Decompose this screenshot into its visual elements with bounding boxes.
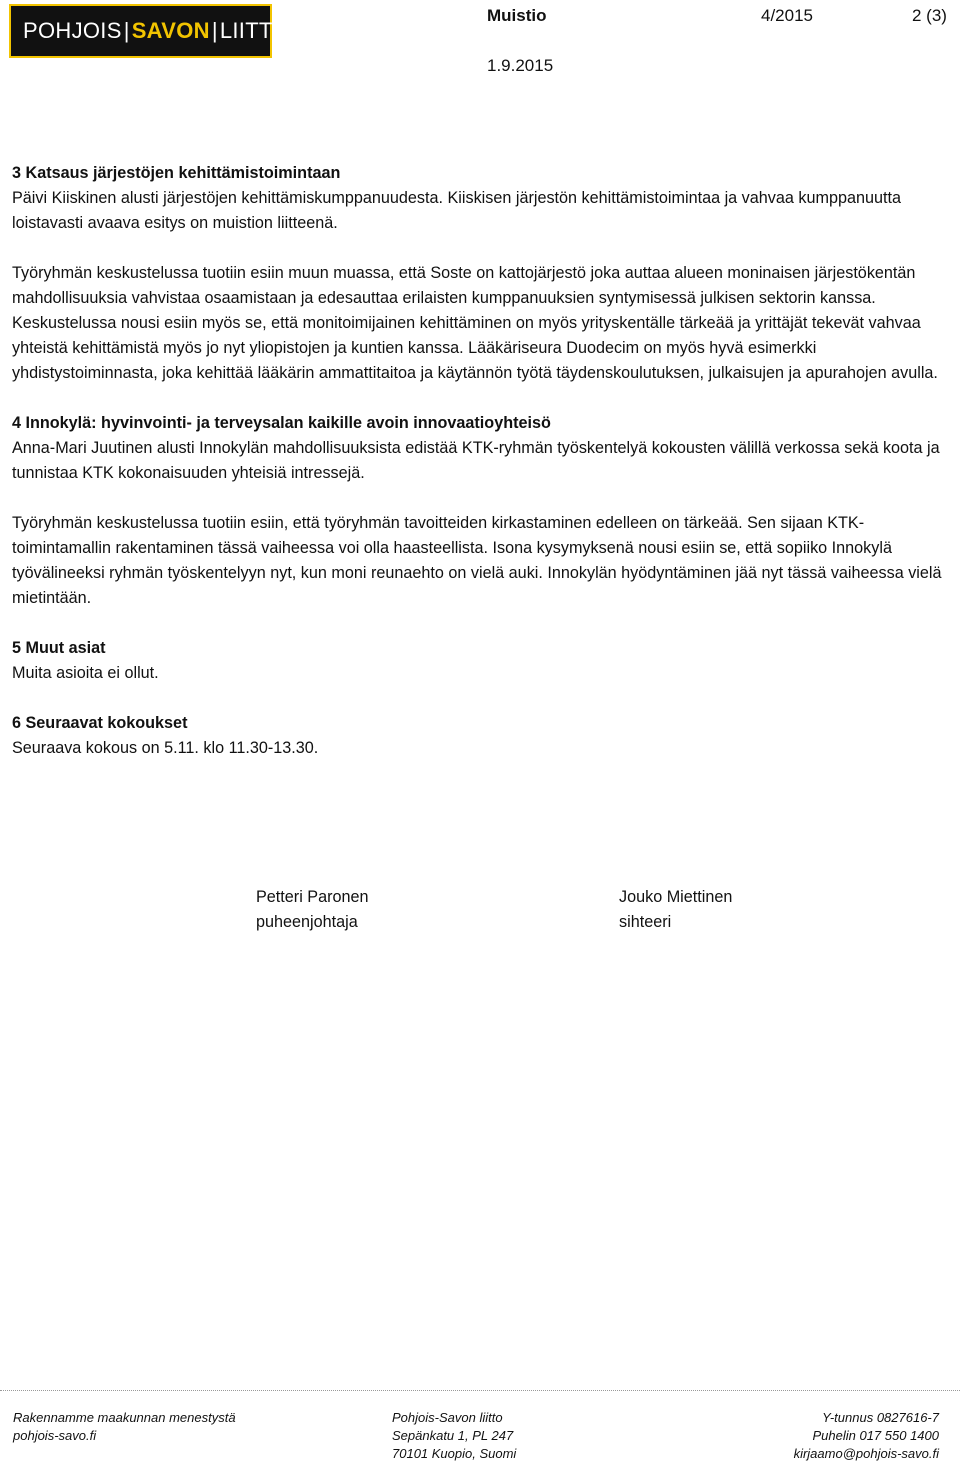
signature-chair: [256, 885, 368, 935]
signature-role: puheenjohtaja: [256, 913, 358, 931]
section-4-paragraph-1: Anna-Mari Juutinen alusti Innokylän mahdollisuuksista edistää KTK-ryhmän työskentelyä kokousten välillä verkossa sekä koota ja tunnistaa KTK kokonaisuuden yhteisiä intressejä.: [12, 439, 940, 482]
footer-phone: Puhelin 017 550 1400: [812, 1428, 939, 1443]
section-3-paragraph-2: Työryhmän keskustelussa tuotiin esiin muun muassa, että Soste on kattojärjestö joka auttaa alueen moninaisen järjestökentän mahdollisuuksia vahvistaa osaamistaan ja edesauttaa erilaisten kumppanuuksien syntymisessä julkisen sektorin kanssa. Keskustelussa nousi esiin myös se, että monitoimijainen kehittäminen on myös yrityskentälle tärkeää ja yrittäjät tekevät vahvaa yhteistä kehittämistä myös jo nyt yliopistojen ja kuntien kanssa. Lääkäriseura Duodecim on myös hyvä esimerkki yhdistystoiminnasta, joka kehittää lääkärin ammattitaitoa ja käytännön työtä täydenskoulutuksen, julkaisujen ja apurahojen avulla.: [12, 264, 938, 382]
logo-text-part1: POHJOIS: [23, 18, 122, 43]
footer-slogan: [13, 1409, 236, 1445]
document-type: Muistio: [487, 6, 547, 25]
section-5-heading: 5 Muut asiat: [12, 639, 106, 657]
paragraph-gap: [12, 386, 947, 411]
section-6-heading: 6 Seuraavat kokoukset: [12, 714, 188, 732]
document-date: 1.9.2015: [487, 56, 554, 75]
signature-secretary: [619, 885, 732, 935]
signature-name: Petteri Paronen: [256, 888, 369, 906]
document-body: [12, 161, 947, 761]
footer-org-name: Pohjois-Savon liitto: [392, 1410, 503, 1425]
section-3-paragraph-1: Päivi Kiiskinen alusti järjestöjen kehittämiskumppanuudesta. Kiiskisen järjestön kehittämistoimintaa ja vahvaa kumppanuutta loistavasti avaava esitys on muistion liitteenä.: [12, 189, 901, 232]
paragraph-gap: [12, 686, 947, 711]
footer-email: kirjaamo@pohjois-savo.fi: [793, 1446, 939, 1461]
footer-divider: [0, 1390, 960, 1391]
footer-business-id: Y-tunnus 0827616-7: [822, 1410, 939, 1425]
footer-website: pohjois-savo.fi: [13, 1428, 97, 1443]
footer-slogan-text: Rakennamme maakunnan menestystä: [13, 1410, 236, 1425]
footer-city: 70101 Kuopio, Suomi: [392, 1446, 517, 1461]
paragraph-gap: [12, 236, 947, 261]
section-6-paragraph-1: Seuraava kokous on 5.11. klo 11.30-13.30.: [12, 739, 319, 757]
organization-logo: [9, 4, 290, 58]
paragraph-gap: [12, 611, 947, 636]
page-number: 2 (3): [912, 6, 947, 25]
logo-separator: |: [123, 18, 130, 43]
footer-contact: [794, 1409, 939, 1463]
section-4-paragraph-2: Työryhmän keskustelussa tuotiin esiin, että työryhmän tavoitteiden kirkastaminen edelleen on tärkeää. Sen sijaan KTK- toimintamallin rakentaminen tässä vaiheessa voi olla haasteellista. Isona kysymyksenä nousi esiin se, että sopiiko Innokylä työvälineeksi ryhmän työskentelyyn nyt, kun moni reunaehto on vielä auki. Innokylän hyödyntäminen jää nyt tässä vaiheessa vielä mietintään.: [12, 514, 942, 607]
logo-separator: |: [211, 18, 218, 43]
footer-address: [392, 1409, 516, 1463]
footer-street: Sepänkatu 1, PL 247: [392, 1428, 514, 1443]
section-4-heading: 4 Innokylä: hyvinvointi- ja terveysalan kaikille avoin innovaatioyhteisö: [12, 414, 551, 432]
section-3-heading: 3 Katsaus järjestöjen kehittämistoimintaan: [12, 164, 341, 182]
logo-text-part3: LIITTO: [219, 18, 290, 43]
paragraph-gap: [12, 486, 947, 511]
section-5-paragraph-1: Muita asioita ei ollut.: [12, 664, 159, 682]
signature-role: sihteeri: [619, 913, 672, 931]
document-number: 4/2015: [761, 6, 813, 25]
logo-text-part2: SAVON: [131, 18, 210, 43]
signature-name: Jouko Miettinen: [619, 888, 733, 906]
